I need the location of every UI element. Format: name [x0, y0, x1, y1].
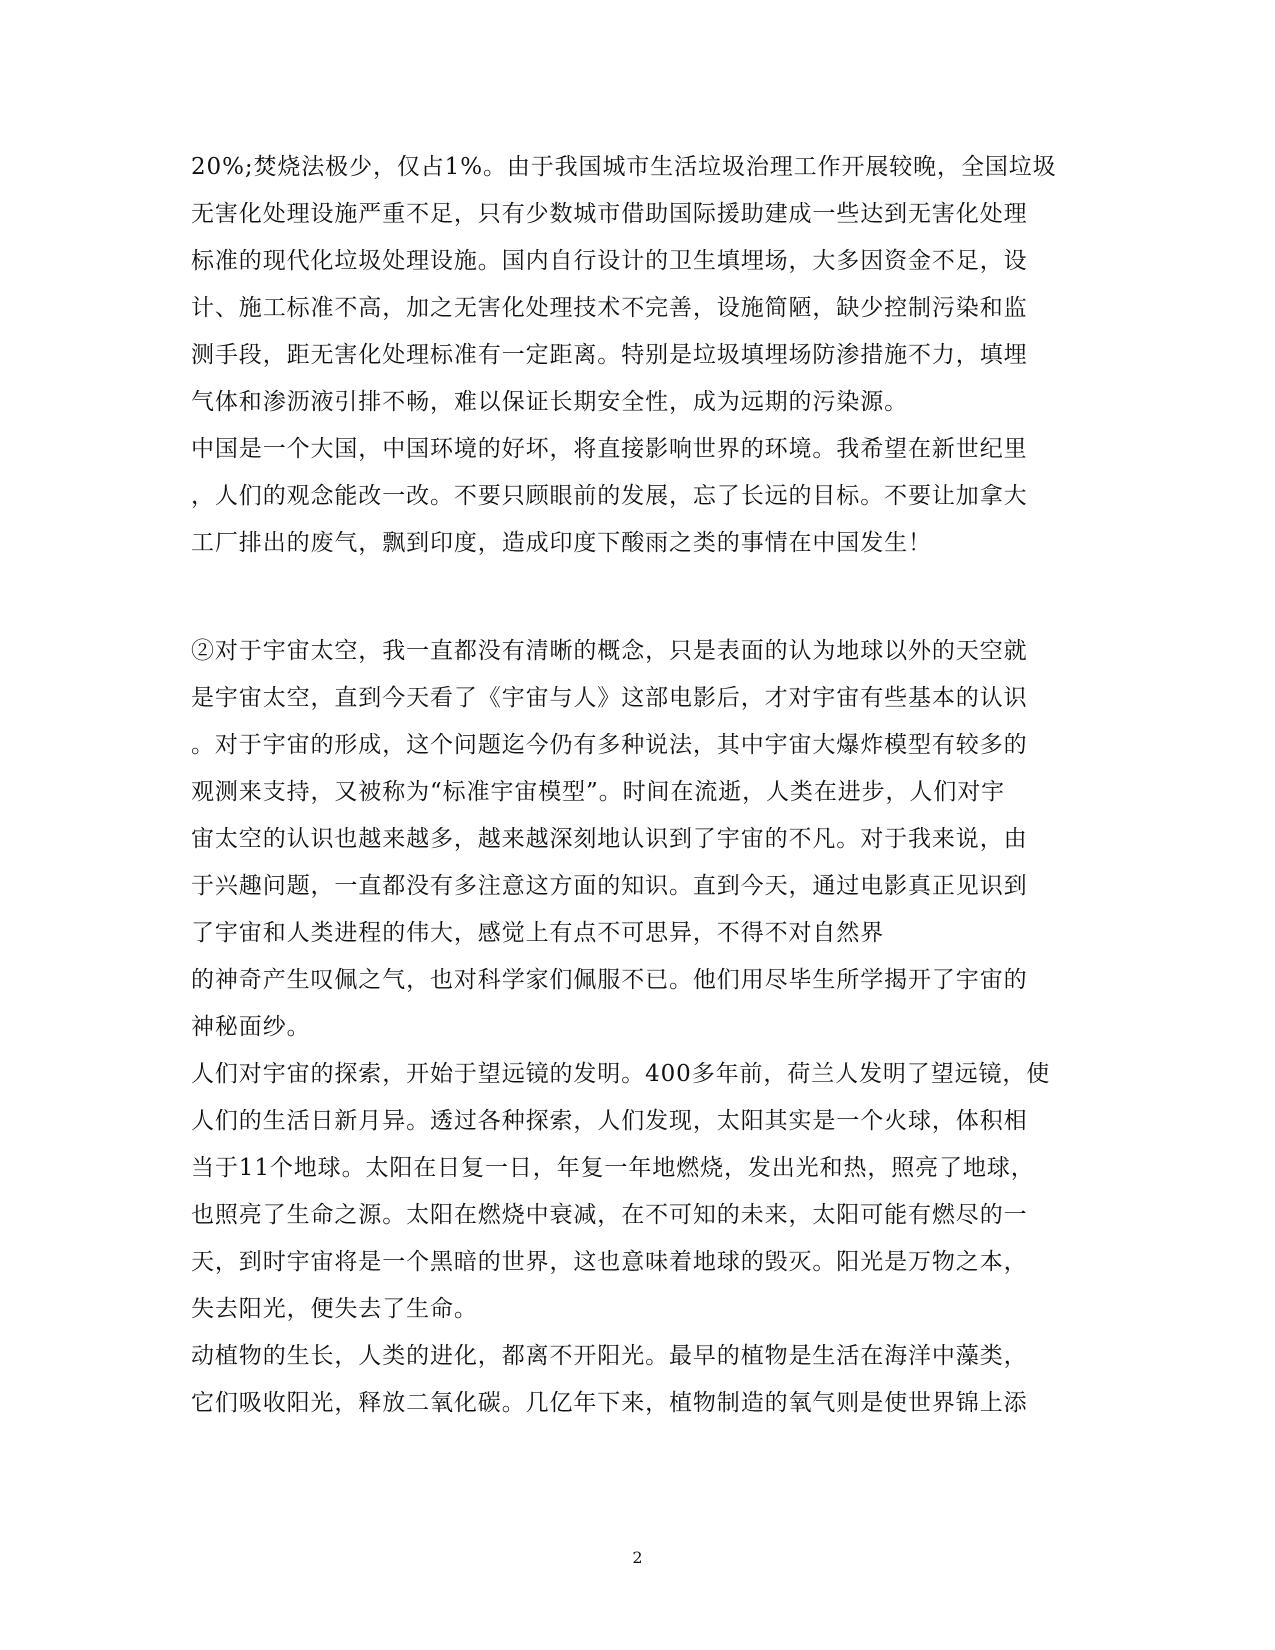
text-line: ②对于宇宙太空，我一直都没有清晰的概念，只是表面的认为地球以外的天空就 — [191, 638, 1028, 664]
text-line: 工厂排出的废气，飘到印度，造成印度下酸雨之类的事情在中国发生！ — [191, 530, 932, 556]
text-line: 测手段，距无害化处理标准有一定距离。特别是垃圾填埋场防渗措施不力，填埋 — [191, 342, 1028, 368]
text-line: 中国是一个大国，中国环境的好坏，将直接影响世界的环境。我希望在新世纪里 — [191, 436, 1028, 462]
text-line: 当于11个地球。太阳在日复一日，年复一年地燃烧，发出光和热，照亮了地球， — [191, 1155, 1035, 1181]
text-line: 动植物的生长，人类的进化，都离不开阳光。最早的植物是生活在海洋中藻类， — [191, 1343, 1028, 1369]
text-line: 人们对宇宙的探索，开始于望远镜的发明。400多年前，荷兰人发明了望远镜，使 — [191, 1061, 1051, 1087]
text-line: 失去阳光，便失去了生命。 — [191, 1296, 478, 1322]
text-line: 于兴趣问题，一直都没有多注意这方面的知识。直到今天，通过电影真正见识到 — [191, 873, 1028, 899]
text-line: 也照亮了生命之源。太阳在燃烧中衰减，在不可知的未来，太阳可能有燃尽的一 — [191, 1202, 1028, 1228]
text-line: 是宇宙太空，直到今天看了《宇宙与人》这部电影后，才对宇宙有些基本的认识 — [191, 685, 1028, 711]
text-line: 20%;焚烧法极少，仅占1%。由于我国城市生活垃圾治理工作开展较晚，全国垃圾 — [191, 154, 1057, 180]
text-line: 无害化处理设施严重不足，只有少数城市借助国际援助建成一些达到无害化处理 — [191, 201, 1028, 227]
text-line: 。对于宇宙的形成，这个问题迄今仍有多种说法，其中宇宙大爆炸模型有较多的 — [191, 732, 1028, 758]
text-line: 神秘面纱。 — [191, 1014, 311, 1040]
text-line: 的神奇产生叹佩之气，也对科学家们佩服不已。他们用尽毕生所学揭开了宇宙的 — [191, 967, 1028, 993]
text-line: ，人们的观念能改一改。不要只顾眼前的发展，忘了长远的目标。不要让加拿大 — [191, 483, 1028, 509]
text-line: 计、施工标准不高，加之无害化处理技术不完善，设施简陋，缺少控制污染和监 — [191, 295, 1028, 321]
text-line: 宙太空的认识也越来越多，越来越深刻地认识到了宇宙的不凡。对于我来说，由 — [191, 826, 1028, 852]
text-line: 标准的现代化垃圾处理设施。国内自行设计的卫生填埋场，大多因资金不足，设 — [191, 248, 1028, 274]
text-line: 人们的生活日新月异。透过各种探索，人们发现，太阳其实是一个火球，体积相 — [191, 1108, 1028, 1134]
text-line: 了宇宙和人类进程的伟大，感觉上有点不可思异，不得不对自然界 — [191, 920, 885, 946]
text-line: 气体和渗沥液引排不畅，难以保证长期安全性，成为远期的污染源。 — [191, 389, 908, 415]
page-number: 2 — [632, 1548, 643, 1567]
text-line: 观测来支持，又被称为“标准宇宙模型”。时间在流逝，人类在进步，人们对宇 — [191, 779, 1006, 805]
text-line: 它们吸收阳光，释放二氧化碳。几亿年下来，植物制造的氧气则是使世界锦上添 — [191, 1390, 1028, 1416]
text-line: 天，到时宇宙将是一个黑暗的世界，这也意味着地球的毁灭。阳光是万物之本， — [191, 1249, 1028, 1275]
